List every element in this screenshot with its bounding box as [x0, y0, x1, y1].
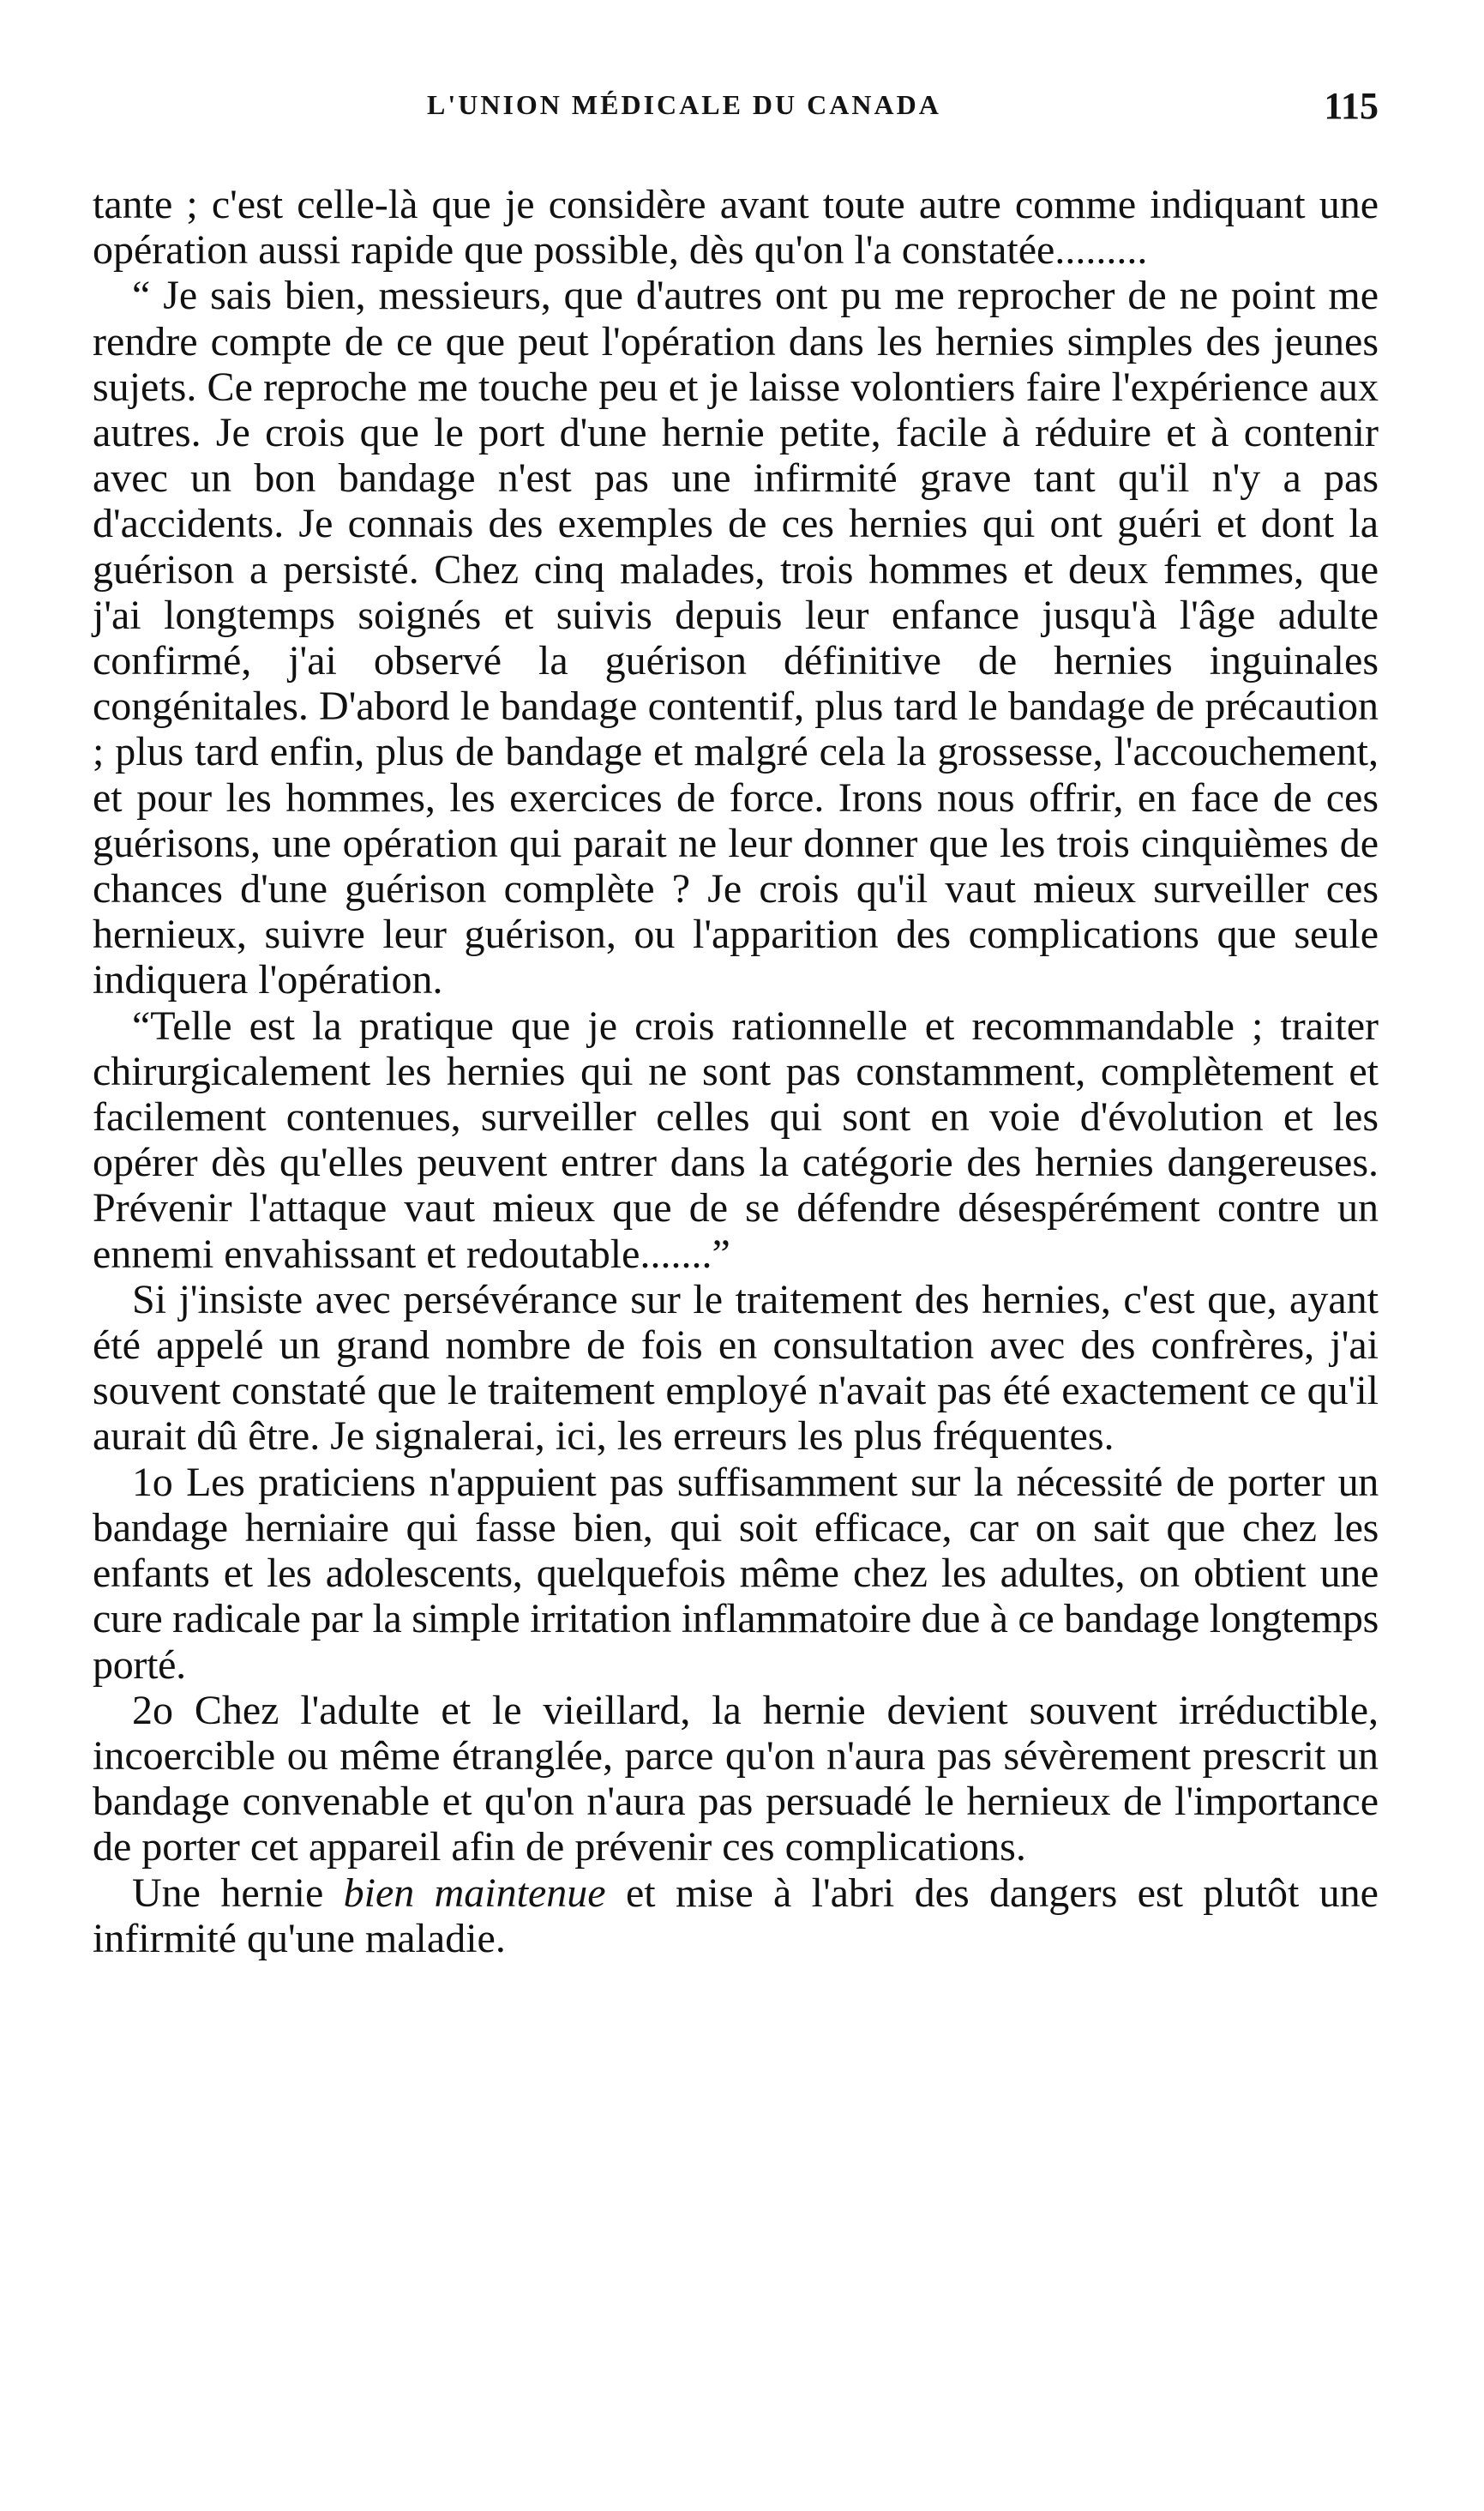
- quoted-paragraph-2: “Telle est la pratique que je crois rationnelle et recommandable ; traiter chirurgicalement les hernies qui ne sont pas constamment, complètement et facilement contenues, surveiller celles qui sont en voie d'évolution et les opérer dès qu'elles peuvent entrer dans la catégorie des hernies dangereuses. Prévenir l'attaque vaut mieux que de se défendre désespérément contre un ennemi envahissant et redoutable.......”: [93, 1003, 1379, 1277]
- paragraph-error-2: 2o Chez l'adulte et le vieillard, la hernie devient souvent irréductible, incoercible ou même étranglée, parce qu'on n'aura pas sévèrement prescrit un bandage convenable et qu'on n'aura pas persuadé le hernieux de l'importance de porter cet appareil afin de prévenir ces complications.: [93, 1687, 1379, 1870]
- paragraph-error-1: 1o Les praticiens n'appuient pas suffisamment sur la nécessité de porter un bandage herniaire qui fasse bien, qui soit efficace, car on sait que chez les enfants et les adolescents, quelquefois même chez les adultes, on obtient une cure radicale par la simple irritation inflammatoire due à ce bandage longtemps porté.: [93, 1459, 1379, 1688]
- paragraph-conclusion: [93, 1870, 1379, 1961]
- quoted-paragraph-1: “ Je sais bien, messieurs, que d'autres ont pu me reprocher de ne point me rendre compte de ce que peut l'opération dans les hernies simples des jeunes sujets. Ce reproche me touche peu et je laisse volontiers faire l'expérience aux autres. Je crois que le port d'une hernie petite, facile à réduire et à contenir avec un bon bandage n'est pas une infirmité grave tant qu'il n'y a pas d'accidents. Je connais des exemples de ces hernies qui ont guéri et dont la guérison a persisté. Chez cinq malades, trois hommes et deux femmes, que j'ai longtemps soignés et suivis depuis leur enfance jusqu'à l'âge adulte confirmé, j'ai observé la guérison définitive de hernies inguinales congénitales. D'abord le bandage contentif, plus tard le bandage de précaution ; plus tard enfin, plus de bandage et malgré cela la grossesse, l'accouchement, et pour les hommes, les exercices de force. Irons nous offrir, en face de ces guérisons, une opération qui parait ne leur donner que les trois cinquièmes de chances d'une guérison complète ? Je crois qu'il vaut mieux surveiller ces hernieux, suivre leur guérison, ou l'apparition des complications que seule indiquera l'opération.: [93, 273, 1379, 1003]
- conclusion-emphasis: bien maintenue: [343, 1870, 606, 1916]
- paragraph-continuation: tante ; c'est celle-là que je considère avant toute autre comme indiquant une opération aussi rapide que possible, dès qu'on l'a constatée.........: [93, 182, 1379, 274]
- journal-title: L'UNION MÉDICALE DU CANADA: [427, 89, 941, 120]
- page-number: 115: [1324, 85, 1379, 127]
- paragraph-insistence: Si j'insiste avec persévérance sur le traitement des hernies, c'est que, ayant été appelé un grand nombre de fois en consultation avec des confrères, j'ai souvent constaté que le traitement employé n'avait pas été exactement ce qu'il aurait dû être. Je signalerai, ici, les erreurs les plus fréquentes.: [93, 1276, 1379, 1460]
- conclusion-text-start: Une hernie: [132, 1870, 344, 1916]
- running-head: [93, 85, 1379, 141]
- article-text: [93, 182, 1379, 1961]
- conclusion-text-end: et mise à l'abri des dangers est plutôt une infirmité qu'une maladie.: [93, 1870, 1379, 1961]
